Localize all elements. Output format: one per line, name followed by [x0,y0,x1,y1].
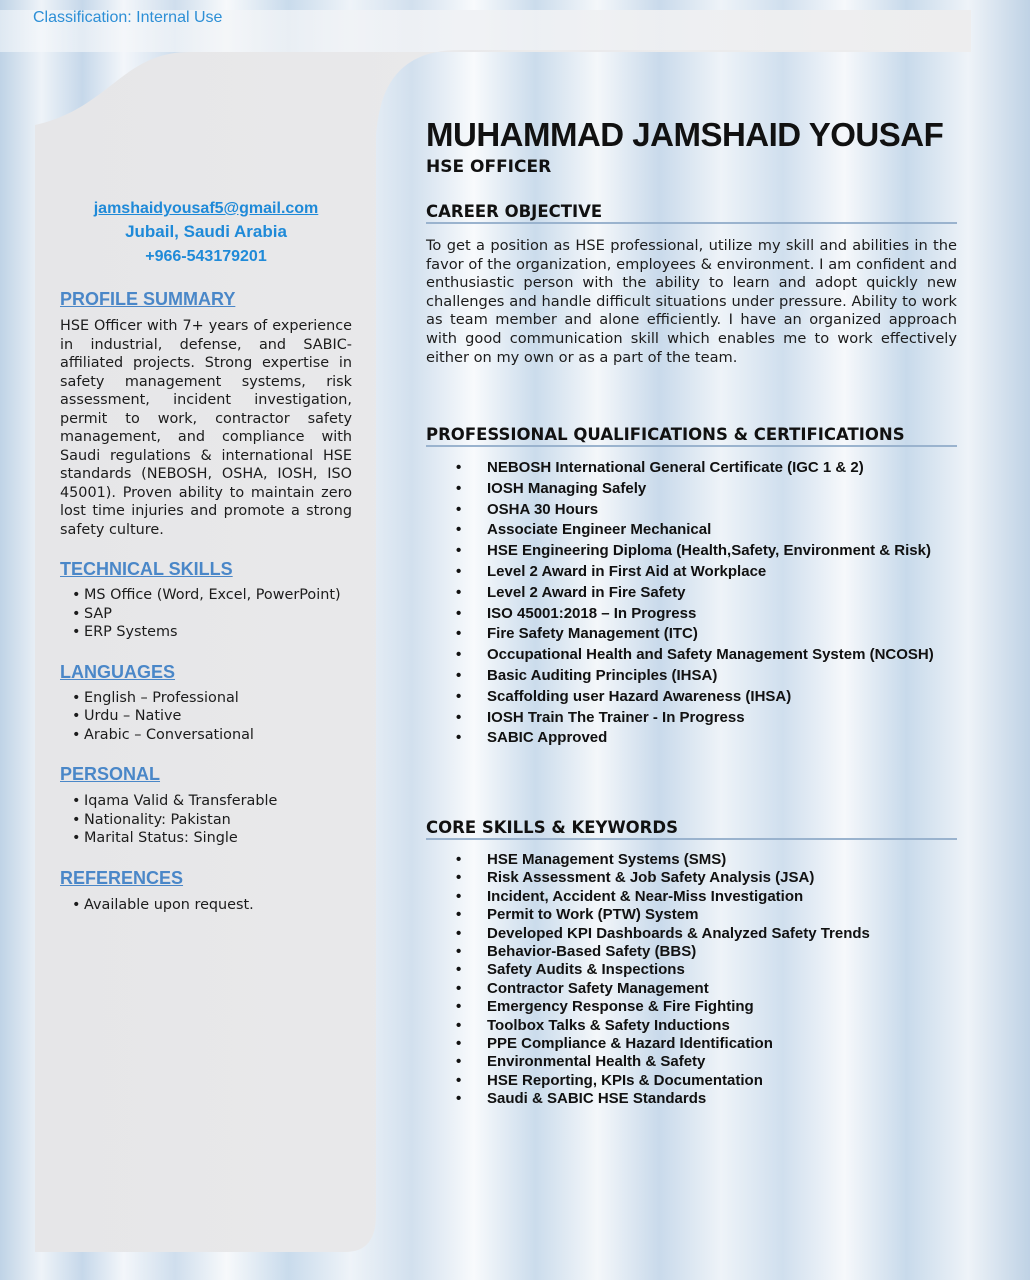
list-item: • MS Office (Word, Excel, PowerPoint) [72,586,352,605]
list-item: • Urdu – Native [72,707,352,726]
technical-skills-heading: TECHNICAL SKILLS [60,559,233,579]
list-item: • HSE Reporting, KPIs & Documentation [456,1072,870,1090]
list-item: • Iqama Valid & Transferable [72,792,352,811]
list-item: • Marital Status: Single [72,829,352,848]
list-item: • Basic Auditing Principles (IHSA) [456,666,934,687]
list-item: • Occupational Health and Safety Management System (NCOSH) [456,645,934,666]
list-item: • Available upon request. [72,896,352,915]
profile-summary-text: HSE Officer with 7+ years of experience in industrial, defense, and SABIC-affiliated projects. Strong expertise in safety management systems, risk assessment, incident investigation, permit to work, contractor safety management, and compliance with Saudi regulations & international HSE standards (NEBOSH, OSHA, IOSH, ISO 45001). Proven ability to maintain zero lost time injuries and promote a strong safety culture. [60,318,352,538]
list-item: • NEBOSH International General Certificate (IGC 1 & 2) [456,458,934,479]
list-item: • PPE Compliance & Hazard Identification [456,1035,870,1053]
list-item: • English – Professional [72,689,352,708]
qualifications-heading: PROFESSIONAL QUALIFICATIONS & CERTIFICATIONS [426,425,957,447]
sidebar [60,200,352,914]
list-item: • ISO 45001:2018 – In Progress [456,604,934,625]
candidate-name: MUHAMMAD JAMSHAID YOUSAF [426,116,944,153]
list-item: • Contractor Safety Management [456,980,870,998]
personal-heading: PERSONAL [60,764,161,784]
list-item: • Associate Engineer Mechanical [456,520,934,541]
languages-heading: LANGUAGES [60,661,176,682]
list-item: • HSE Engineering Diploma (Health,Safety, Environment & Risk) [456,541,934,562]
profile-summary-heading: PROFILE SUMMARY [60,289,236,309]
technical-skills-list [60,586,352,642]
list-item: • Scaffolding user Hazard Awareness (IHSA) [456,687,934,708]
email-link[interactable]: jamshaidyousaf5@gmail.com [93,200,319,217]
list-item: • Level 2 Award in First Aid at Workplace [456,562,934,583]
career-objective-heading: CAREER OBJECTIVE [426,202,957,224]
list-item: • HSE Management Systems (SMS) [456,851,870,869]
list-item: • ERP Systems [72,623,352,642]
list-item: • Emergency Response & Fire Fighting [456,998,870,1016]
list-item: • Arabic – Conversational [72,726,352,745]
personal-list [60,792,352,848]
list-item: • Developed KPI Dashboards & Analyzed Safety Trends [456,925,870,943]
list-item: • Environmental Health & Safety [456,1053,870,1071]
list-item: • OSHA 30 Hours [456,500,934,521]
classification-label: Classification: Internal Use [33,9,223,26]
list-item: • Risk Assessment & Job Safety Analysis (JSA) [456,869,870,887]
candidate-role: HSE OFFICER [426,157,552,177]
list-item: • Behavior-Based Safety (BBS) [456,943,870,961]
references-heading: REFERENCES [60,867,184,888]
location-text: Jubail, Saudi Arabia [125,222,287,241]
list-item: • Permit to Work (PTW) System [456,906,870,924]
phone-number: +966-543179201 [145,248,267,265]
languages-list [60,689,352,745]
list-item: • IOSH Managing Safely [456,479,934,500]
list-item: • Fire Safety Management (ITC) [456,624,934,645]
core-skills-list [456,851,870,1109]
qualifications-list [456,458,934,749]
list-item: • Nationality: Pakistan [72,811,352,830]
list-item: • IOSH Train The Trainer - In Progress [456,708,934,729]
references-list [60,896,352,915]
list-item: • Level 2 Award in Fire Safety [456,583,934,604]
list-item: • SABIC Approved [456,728,934,749]
list-item: • Saudi & SABIC HSE Standards [456,1090,870,1108]
list-item: • Safety Audits & Inspections [456,961,870,979]
list-item: • Toolbox Talks & Safety Inductions [456,1017,870,1035]
list-item: • Incident, Accident & Near-Miss Investigation [456,888,870,906]
list-item: • SAP [72,605,352,624]
core-skills-heading: CORE SKILLS & KEYWORDS [426,818,957,840]
contact-block [60,200,352,266]
career-objective-text: To get a position as HSE professional, utilize my skill and abilities in the favor of the organization, employees & environment. I am confident and enthusiastic person with the ability to learn and adopt quickly new challenges and handle difficult situations under pressure. Ability to work as team member and alone efficiently. I have an organized approach with good communication skill which enables me to work effectively either on my own or as a part of the team. [426,237,957,366]
